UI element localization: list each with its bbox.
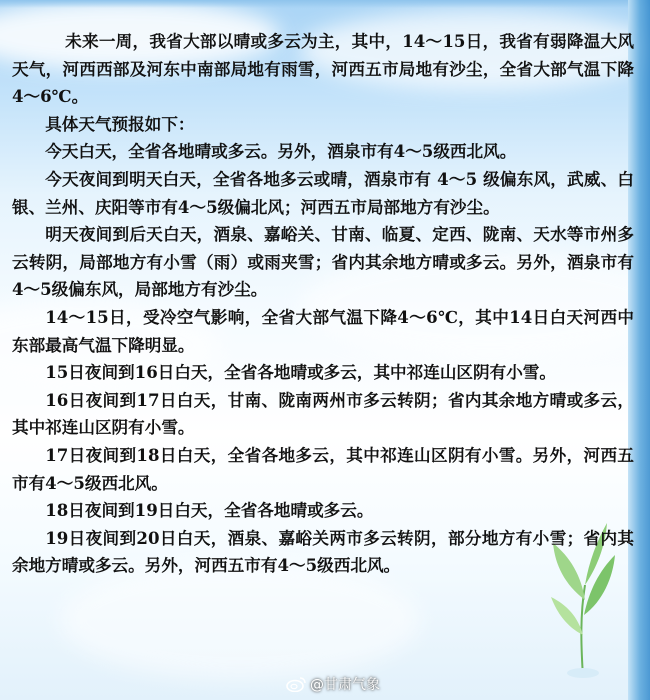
forecast-paragraph: 今天白天，全省各地晴或多云。另外，酒泉市有4～5级西北风。 bbox=[45, 141, 517, 162]
forecast-text bbox=[12, 28, 634, 580]
summary-paragraph: 未来一周，我省大部以晴或多云为主，其中，14～15日，我省有弱降温大风天气，河西西部及河东中南部局地有雨雪，河西五市局地有沙尘，全省大部气温下降4～6℃。 bbox=[12, 31, 634, 107]
forecast-paragraph: 15日夜间到16日白天，全省各地晴或多云，其中祁连山区阴有小雪。 bbox=[45, 362, 556, 383]
forecast-paragraph: 14～15日，受冷空气影响，全省大部气温下降4～6℃，其中14日白天河西中东部最高气温下降明显。 bbox=[12, 306, 634, 355]
forecast-paragraph: 19日夜间到20日白天，酒泉、嘉峪关两市多云转阴，部分地方有小雪；省内其余地方晴或多云。另外，河西五市有4～5级西北风。 bbox=[12, 527, 634, 576]
watermark bbox=[286, 674, 380, 694]
forecast-paragraph: 18日夜间到19日白天，全省各地晴或多云。 bbox=[45, 500, 374, 521]
weibo-icon bbox=[286, 676, 306, 692]
frame-top-edge bbox=[0, 0, 650, 8]
forecast-paragraph: 16日夜间到17日白天，甘南、陇南两州市多云转阴；省内其余地方晴或多云，其中祁连山区阴有小雪。 bbox=[12, 389, 634, 438]
watermark-text: @甘肃气象 bbox=[310, 677, 380, 693]
forecast-paragraph: 17日夜间到18日白天，全省各地多云，其中祁连山区阴有小雪。另外，河西五市有4～5级西北风。 bbox=[12, 444, 634, 493]
forecast-paragraph: 今天夜间到明天白天，全省各地多云或晴，酒泉市有 4～5 级偏东风，武威、白银、兰州、庆阳等市有4～5级偏北风；河西五市局部地方有沙尘。 bbox=[12, 168, 634, 217]
forecast-heading: 具体天气预报如下： bbox=[45, 113, 195, 134]
forecast-paragraph: 明天夜间到后天白天，酒泉、嘉峪关、甘南、临夏、定西、陇南、天水等市州多云转阴，局部地方有小雪（雨）或雨夹雪；省内其余地方晴或多云。另外，酒泉市有4～5级偏东风，局部地方有沙尘。 bbox=[12, 224, 634, 300]
